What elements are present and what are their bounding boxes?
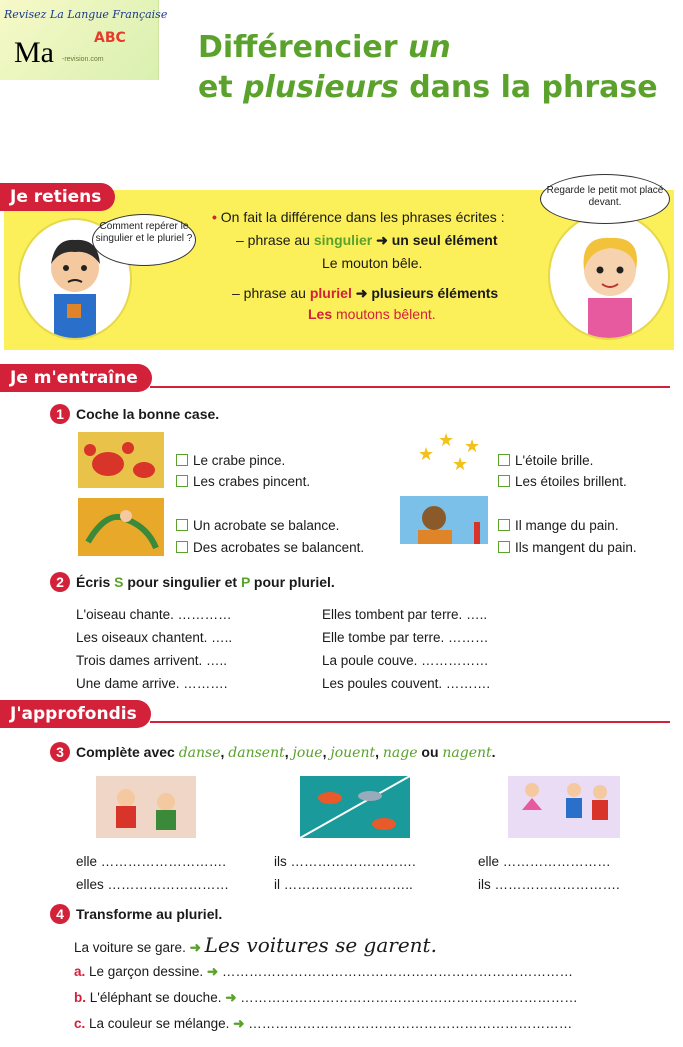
exercise-number: 2 bbox=[50, 572, 70, 592]
answer-line[interactable]: ils ………………………. bbox=[274, 854, 416, 869]
checkbox-icon[interactable] bbox=[498, 541, 510, 553]
option-text: Il mange du pain. bbox=[515, 518, 619, 533]
transform-item[interactable] bbox=[74, 960, 573, 983]
answer-line[interactable]: Les oiseaux chantent. ….. bbox=[76, 630, 233, 645]
option-text: Les crabes pincent. bbox=[193, 474, 311, 489]
acrobat-icon bbox=[78, 498, 164, 556]
girl-speech-bubble: Regarde le petit mot placé devant. bbox=[540, 174, 670, 224]
boy-eating-icon bbox=[400, 496, 488, 554]
eating-picture bbox=[400, 496, 488, 554]
divider bbox=[150, 721, 670, 723]
example-answer: Les voitures se garent. bbox=[204, 933, 437, 957]
ex3-column-3 bbox=[478, 850, 620, 896]
checkbox-option[interactable] bbox=[498, 515, 619, 536]
checkbox-icon[interactable] bbox=[498, 475, 510, 487]
rule-keyword: singulier bbox=[313, 232, 373, 248]
checkbox-icon[interactable] bbox=[176, 454, 188, 466]
rule-intro-text: On fait la différence dans les phrases écrites : bbox=[220, 209, 505, 225]
item-letter: b. bbox=[74, 990, 86, 1005]
girl-illustration bbox=[548, 212, 670, 340]
plural-example bbox=[308, 305, 436, 324]
rule-singular bbox=[236, 231, 498, 250]
answer-line[interactable]: elle ………………………. bbox=[76, 854, 227, 869]
cursive-word: nage bbox=[382, 745, 418, 761]
checkbox-icon[interactable] bbox=[176, 541, 188, 553]
arrow-icon: ➜ bbox=[355, 285, 368, 301]
fish-icon bbox=[300, 776, 410, 838]
title-text: Complète avec bbox=[76, 744, 179, 760]
arrow-icon: ➜ bbox=[189, 940, 201, 955]
crab-icon bbox=[78, 432, 164, 488]
item-text: La couleur se mélange. bbox=[89, 1016, 230, 1031]
title-text: ou bbox=[417, 744, 443, 760]
arrow-icon: ➜ bbox=[225, 990, 237, 1005]
exercise-number: 4 bbox=[50, 904, 70, 924]
section-header-entraine: Je m'entraîne bbox=[0, 364, 152, 392]
answer-line[interactable]: Une dame arrive. ………. bbox=[76, 676, 228, 691]
ex3-column-1 bbox=[76, 850, 229, 896]
section-header-retiens: Je retiens bbox=[0, 183, 115, 211]
title-text: pour singulier et bbox=[123, 574, 241, 590]
checkbox-option[interactable] bbox=[176, 450, 285, 471]
dancers-picture bbox=[508, 776, 620, 838]
logo-ma: Ma bbox=[14, 36, 54, 69]
answer-dots[interactable]: ……………………………………………………………… bbox=[248, 1016, 573, 1031]
rule-intro bbox=[212, 208, 505, 227]
section-header-approfondis: J'approfondis bbox=[0, 700, 151, 728]
boy-speech-bubble: Comment repérer le singulier et le pluriel ? bbox=[92, 214, 196, 266]
logo-tagline: Revisez La Langue Française bbox=[4, 8, 168, 21]
cursive-word: dansent bbox=[228, 745, 285, 761]
option-text: L'étoile brille. bbox=[515, 453, 594, 468]
plural-example-article: Les bbox=[308, 306, 333, 322]
children-playing-picture bbox=[96, 776, 196, 838]
arrow-icon: ➜ bbox=[233, 1016, 245, 1031]
option-text: Un acrobate se balance. bbox=[193, 518, 340, 533]
exercise-number: 3 bbox=[50, 742, 70, 762]
svg-text:★: ★ bbox=[464, 436, 481, 456]
cursive-word: jouent bbox=[330, 745, 376, 761]
site-logo bbox=[0, 0, 168, 80]
answer-line[interactable]: il ……………………….. bbox=[274, 877, 413, 892]
checkbox-icon[interactable] bbox=[498, 519, 510, 531]
item-letter: a. bbox=[74, 964, 86, 979]
letter-s: S bbox=[114, 574, 124, 590]
children-icon bbox=[96, 776, 196, 838]
checkbox-option[interactable] bbox=[498, 471, 627, 492]
example-text: La voiture se gare. bbox=[74, 940, 186, 955]
checkbox-icon[interactable] bbox=[176, 475, 188, 487]
singular-example: Le mouton bêle. bbox=[322, 255, 423, 271]
girl-icon bbox=[550, 214, 668, 338]
answer-dots[interactable]: ………………………………………………………………… bbox=[240, 990, 578, 1005]
ex3-column-2 bbox=[274, 850, 416, 896]
title-part: plusieurs bbox=[243, 70, 399, 105]
ex2-right-column bbox=[322, 603, 490, 695]
exercise-number: 1 bbox=[50, 404, 70, 424]
rule-keyword: pluriel bbox=[309, 285, 352, 301]
title-part: un bbox=[408, 30, 451, 65]
example-line bbox=[74, 934, 437, 959]
checkbox-option[interactable] bbox=[176, 537, 364, 558]
cursive-word: joue bbox=[292, 745, 323, 761]
title-part: Différencier bbox=[198, 30, 408, 65]
title-text: Écris bbox=[76, 574, 115, 590]
svg-text:★: ★ bbox=[438, 430, 455, 450]
rule-text: – phrase au bbox=[232, 285, 310, 301]
answer-line[interactable]: L'oiseau chante. ………… bbox=[76, 607, 232, 622]
answer-line[interactable]: Trois dames arrivent. ….. bbox=[76, 653, 228, 668]
exercise-title bbox=[76, 574, 335, 590]
title-text: pour pluriel. bbox=[250, 574, 335, 590]
exercise-title: Complète avec danse, dansent, joue, jouent, nage ou nagent. bbox=[76, 744, 496, 761]
answer-line[interactable]: elle …………………… bbox=[478, 854, 611, 869]
answer-line[interactable]: Elles tombent par terre. ….. bbox=[322, 607, 488, 622]
option-text: Des acrobates se balancent. bbox=[193, 540, 365, 555]
transform-item[interactable] bbox=[74, 1012, 572, 1035]
cursive-word: danse bbox=[178, 745, 221, 761]
page-title bbox=[198, 28, 658, 108]
option-text: Les étoiles brillent. bbox=[515, 474, 627, 489]
plural-example-text: moutons bêlent. bbox=[332, 306, 436, 322]
exercise-title: Transforme au pluriel. bbox=[76, 906, 223, 922]
divider bbox=[150, 386, 670, 388]
crab-picture bbox=[78, 432, 164, 488]
fish-swimming-picture bbox=[300, 776, 410, 838]
dancers-icon bbox=[508, 776, 620, 838]
option-text: Le crabe pince. bbox=[193, 453, 286, 468]
option-text: Ils mangent du pain. bbox=[515, 540, 637, 555]
logo-abc: ABC bbox=[94, 30, 126, 46]
rule-plural bbox=[232, 284, 498, 303]
letter-p: P bbox=[240, 574, 251, 590]
ex2-left-column bbox=[76, 603, 232, 695]
item-letter: c. bbox=[74, 1016, 86, 1031]
checkbox-option[interactable] bbox=[498, 537, 637, 558]
exercise-title: Coche la bonne case. bbox=[76, 406, 220, 422]
item-text: Le garçon dessine. bbox=[89, 964, 204, 979]
answer-line[interactable]: ils ………………………. bbox=[478, 877, 620, 892]
arrow-icon: ➜ bbox=[376, 232, 388, 248]
checkbox-option[interactable] bbox=[498, 450, 593, 471]
checkbox-option[interactable] bbox=[176, 515, 339, 536]
svg-text:★: ★ bbox=[418, 444, 435, 464]
svg-text:★: ★ bbox=[452, 454, 469, 474]
transform-item[interactable] bbox=[74, 986, 578, 1009]
checkbox-icon[interactable] bbox=[176, 519, 188, 531]
checkbox-icon[interactable] bbox=[498, 454, 510, 466]
rule-text: – phrase au bbox=[236, 232, 314, 248]
answer-line[interactable]: Elle tombe par terre. ……… bbox=[322, 630, 489, 645]
item-text: L'éléphant se douche. bbox=[89, 990, 222, 1005]
logo-url: -revision.com bbox=[62, 56, 104, 63]
answer-line[interactable]: elles ……………………… bbox=[76, 877, 230, 892]
checkbox-option[interactable] bbox=[176, 471, 310, 492]
stars-icon bbox=[408, 430, 488, 488]
answer-line[interactable]: Les poules couvent. ………. bbox=[322, 676, 491, 691]
cursive-word: nagent bbox=[442, 745, 492, 761]
rule-text: plusieurs éléments bbox=[367, 285, 499, 301]
answer-dots[interactable]: …………………………………………………………………… bbox=[221, 964, 573, 979]
title-part: et bbox=[198, 70, 244, 105]
bullet-icon: • bbox=[212, 209, 217, 225]
answer-line[interactable]: La poule couve. …………… bbox=[322, 653, 489, 668]
stars-picture bbox=[408, 430, 488, 488]
arrow-icon: ➜ bbox=[206, 964, 219, 979]
title-part: dans la phrase bbox=[398, 70, 658, 105]
rule-text: un seul élément bbox=[387, 232, 498, 248]
acrobat-picture bbox=[78, 498, 164, 556]
